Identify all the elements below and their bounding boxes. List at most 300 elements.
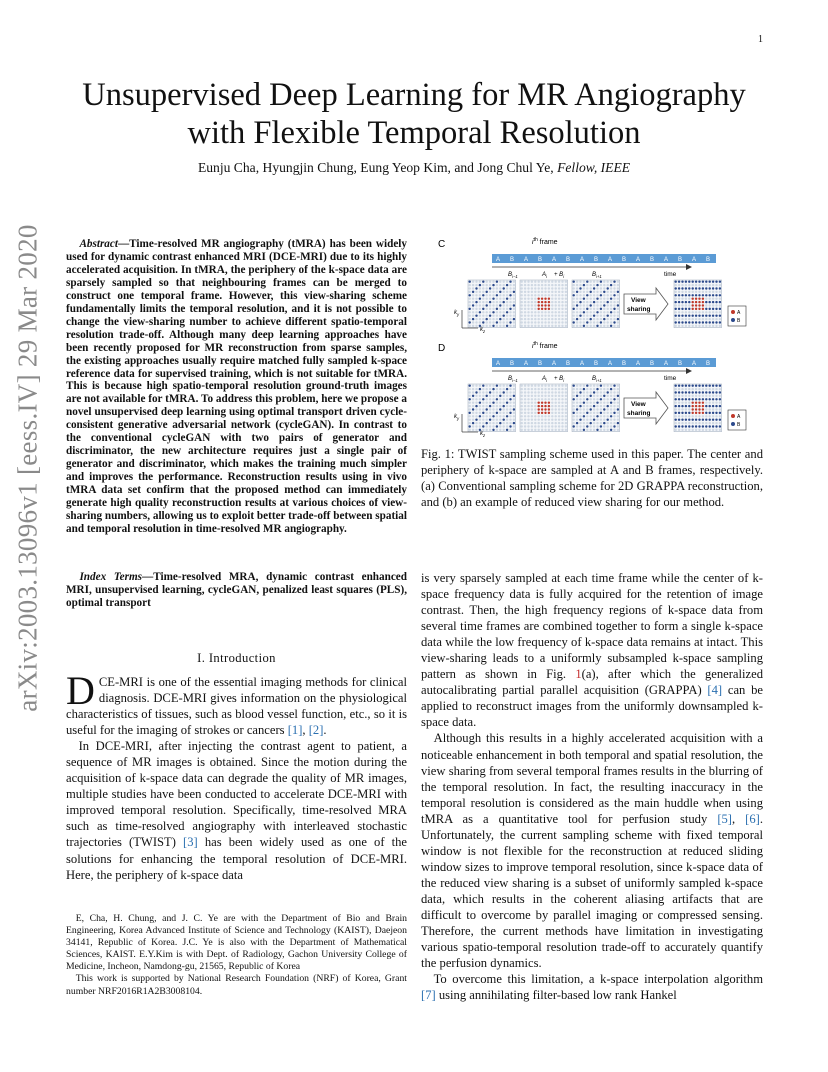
k-space-sample-dot <box>613 280 615 282</box>
figure-caption: Fig. 1: TWIST sampling scheme used in this paper. The center and periphery of k-space are sampled at A and B frames, respectively. (a) Conventional sampling scheme for 2D GRAPPA reconstruction, and (b) an example of reduced view sharing for our method. <box>421 447 763 510</box>
k-space-sample-dot <box>541 284 543 286</box>
k-space-sample-dot <box>688 422 690 424</box>
k-space-sample-dot <box>579 287 581 289</box>
k-space-sample-dot <box>712 318 714 320</box>
k-space-sample-dot <box>551 287 553 289</box>
k-space-grid-frame <box>674 280 722 328</box>
k-space-sample-dot <box>603 311 605 313</box>
k-space-sample-dot <box>596 418 598 420</box>
k-space-sample-dot <box>531 311 533 313</box>
k-space-sample-dot <box>688 284 690 286</box>
k-space-sample-dot <box>485 301 487 303</box>
k-space-sample-dot <box>541 297 543 299</box>
panel-c-label: C <box>438 239 446 250</box>
k-space-sample-dot <box>606 280 608 282</box>
k-space-sample-dot <box>691 429 693 431</box>
k-space-sample-dot <box>541 401 543 403</box>
k-space-sample-dot <box>593 418 595 420</box>
k-space-sample-dot <box>554 287 556 289</box>
k-space-sample-dot <box>603 297 605 299</box>
k-space-sample-dot <box>583 401 585 403</box>
k-space-sample-dot <box>603 391 605 393</box>
k-space-sample-dot <box>695 422 697 424</box>
k-space-sample-dot <box>688 415 690 417</box>
k-space-sample-dot <box>596 405 598 407</box>
k-space-sample-dot <box>489 408 491 410</box>
k-space-sample-dot <box>468 280 470 282</box>
k-space-sample-dot <box>472 325 474 327</box>
k-space-sample-dot <box>681 325 683 327</box>
k-space-sample-dot <box>586 318 588 320</box>
k-space-sample-dot <box>603 415 605 417</box>
k-space-sample-dot <box>695 301 697 303</box>
k-space-sample-dot <box>551 418 553 420</box>
k-space-sample-dot <box>702 294 704 296</box>
k-space-sample-dot <box>600 422 602 424</box>
k-space-sample-dot <box>576 391 578 393</box>
k-space-sample-dot <box>600 287 602 289</box>
k-space-sample-dot <box>719 415 721 417</box>
k-space-sample-dot <box>708 395 710 397</box>
k-space-sample-dot <box>551 429 553 431</box>
k-space-sample-dot <box>558 408 560 410</box>
k-space-sample-dot <box>479 391 481 393</box>
k-space-sample-dot <box>524 301 526 303</box>
k-space-sample-dot <box>688 429 690 431</box>
k-space-sample-dot <box>502 401 504 403</box>
k-space-sample-dot <box>691 395 693 397</box>
k-space-sample-dot <box>558 311 560 313</box>
k-space-sample-dot <box>479 304 481 306</box>
strip-letter: A <box>524 361 529 367</box>
k-space-sample-dot <box>548 291 550 293</box>
k-space-sample-dot <box>600 391 602 393</box>
k-space-sample-dot <box>558 321 560 323</box>
k-space-sample-dot <box>548 395 550 397</box>
k-space-sample-dot <box>719 398 721 400</box>
k-space-sample-dot <box>691 287 693 289</box>
figure-link[interactable]: 1 <box>575 667 582 682</box>
k-space-sample-dot <box>541 294 543 296</box>
k-space-sample-dot <box>674 311 676 313</box>
k-space-sample-dot <box>688 395 690 397</box>
k-space-sample-dot <box>685 301 687 303</box>
k-space-sample-dot <box>537 395 539 397</box>
k-space-sample-dot <box>561 287 563 289</box>
k-space-sample-dot <box>509 284 511 286</box>
k-space-sample-dot <box>681 287 683 289</box>
k-space-sample-dot <box>485 304 487 306</box>
k-space-sample-dot <box>468 422 470 424</box>
k-space-sample-dot <box>606 408 608 410</box>
k-space-sample-dot <box>479 412 481 414</box>
k-space-sample-dot <box>527 401 529 403</box>
k-space-sample-dot <box>674 301 676 303</box>
k-space-sample-dot <box>589 398 591 400</box>
k-space-sample-dot <box>548 408 550 410</box>
k-space-sample-dot <box>489 429 491 431</box>
k-space-sample-dot <box>502 325 504 327</box>
k-space-sample-dot <box>698 398 700 400</box>
k-space-sample-dot <box>603 425 605 427</box>
k-space-sample-dot <box>688 418 690 420</box>
k-space-sample-dot <box>606 405 608 407</box>
citation-link[interactable]: [3] <box>183 835 198 850</box>
k-space-sample-dot <box>705 318 707 320</box>
k-space-sample-dot <box>613 308 615 310</box>
k-space-sample-dot <box>551 321 553 323</box>
k-space-sample-dot <box>472 405 474 407</box>
k-space-grid-frame <box>572 384 620 432</box>
k-space-sample-dot <box>579 284 581 286</box>
k-space-sample-dot <box>586 321 588 323</box>
k-space-sample-dot <box>674 287 676 289</box>
k-space-sample-dot <box>482 297 484 299</box>
k-space-sample-dot <box>715 412 717 414</box>
k-space-sample-dot <box>579 321 581 323</box>
k-space-sample-dot <box>558 415 560 417</box>
k-space-sample-dot <box>600 304 602 306</box>
k-space-sample-dot <box>603 284 605 286</box>
k-space-grid-result <box>674 280 722 328</box>
k-space-sample-dot <box>506 412 508 414</box>
k-space-sample-dot <box>610 391 612 393</box>
k-space-sample-dot <box>610 325 612 327</box>
k-space-sample-dot <box>551 314 553 316</box>
k-space-sample-dot <box>475 422 477 424</box>
k-space-sample-dot <box>586 415 588 417</box>
k-space-sample-dot <box>719 429 721 431</box>
k-space-sample-dot <box>685 405 687 407</box>
legend-label-a: A <box>737 310 741 316</box>
k-space-sample-dot <box>610 408 612 410</box>
k-space-sample-dot <box>603 429 605 431</box>
k-space-sample-dot <box>688 308 690 310</box>
k-space-sample-dot <box>527 301 529 303</box>
k-space-sample-dot <box>558 425 560 427</box>
k-space-sample-dot <box>509 325 511 327</box>
k-space-sample-dot <box>688 391 690 393</box>
k-space-sample-dot <box>712 388 714 390</box>
k-space-sample-dot <box>565 425 567 427</box>
k-space-sample-dot <box>593 412 595 414</box>
k-space-sample-dot <box>496 321 498 323</box>
k-space-sample-dot <box>548 325 550 327</box>
k-space-sample-dot <box>572 291 574 293</box>
k-space-sample-dot <box>502 408 504 410</box>
k-space-sample-dot <box>715 291 717 293</box>
k-space-sample-dot <box>698 388 700 390</box>
k-space-sample-dot <box>513 304 515 306</box>
k-space-sample-dot <box>565 291 567 293</box>
k-space-sample-dot <box>583 291 585 293</box>
k-space-sample-dot <box>715 280 717 282</box>
k-space-sample-dot <box>509 321 511 323</box>
k-space-sample-dot <box>576 325 578 327</box>
k-space-sample-dot <box>691 284 693 286</box>
k-space-sample-dot <box>502 321 504 323</box>
k-space-sample-dot <box>600 415 602 417</box>
k-space-sample-dot <box>613 395 615 397</box>
k-space-sample-dot <box>678 398 680 400</box>
k-space-sample-dot <box>492 304 494 306</box>
k-space-sample-dot <box>603 395 605 397</box>
b-minus-label: $B_{i-1}$ <box>508 376 518 383</box>
k-space-sample-dot <box>617 425 619 427</box>
k-space-sample-dot <box>698 395 700 397</box>
k-space-sample-dot <box>681 415 683 417</box>
k-space-sample-dot <box>596 291 598 293</box>
k-space-sample-dot <box>489 291 491 293</box>
k-space-sample-dot <box>576 280 578 282</box>
k-space-sample-dot <box>674 388 676 390</box>
k-space-sample-dot <box>691 314 693 316</box>
k-space-sample-dot <box>576 418 578 420</box>
k-space-sample-dot <box>489 280 491 282</box>
k-space-sample-dot <box>509 301 511 303</box>
k-space-sample-dot <box>691 412 693 414</box>
k-space-sample-dot <box>610 415 612 417</box>
k-space-sample-dot <box>558 318 560 320</box>
strip-letter: A <box>608 361 613 367</box>
citation-link[interactable]: [4] <box>707 683 723 698</box>
k-space-sample-dot <box>712 301 714 303</box>
k-space-sample-dot <box>593 408 595 410</box>
k-space-sample-dot <box>489 287 491 289</box>
k-space-sample-dot <box>681 311 683 313</box>
k-space-sample-dot <box>708 408 710 410</box>
k-space-sample-dot <box>719 284 721 286</box>
panel-c <box>454 237 746 334</box>
k-space-sample-dot <box>681 301 683 303</box>
k-space-sample-dot <box>524 318 526 320</box>
k-space-sample-dot <box>610 418 612 420</box>
k-space-sample-dot <box>572 284 574 286</box>
k-space-sample-dot <box>541 280 543 282</box>
k-space-sample-dot <box>565 294 567 296</box>
k-space-sample-dot <box>534 294 536 296</box>
k-space-sample-dot <box>579 408 581 410</box>
k-space-sample-dot <box>586 314 588 316</box>
k-space-sample-dot <box>712 405 714 407</box>
k-space-sample-dot <box>606 425 608 427</box>
k-space-sample-dot <box>561 384 563 386</box>
k-space-sample-dot <box>509 294 511 296</box>
k-space-sample-dot <box>606 415 608 417</box>
k-space-sample-dot <box>489 395 491 397</box>
k-space-sample-dot <box>496 287 498 289</box>
k-space-sample-dot <box>554 284 556 286</box>
k-space-sample-dot <box>606 314 608 316</box>
axis-ky-label: $k_y$ <box>454 310 460 317</box>
k-space-sample-dot <box>698 321 700 323</box>
k-space-sample-dot <box>551 308 553 310</box>
k-space-sample-dot <box>583 388 585 390</box>
k-space-sample-dot <box>548 294 550 296</box>
k-space-sample-dot <box>610 398 612 400</box>
citation-link[interactable]: [1] <box>287 723 303 738</box>
k-space-sample-dot <box>719 318 721 320</box>
k-space-sample-dot <box>579 422 581 424</box>
k-space-sample-dot <box>617 304 619 306</box>
k-space-sample-dot <box>506 287 508 289</box>
k-space-sample-dot <box>579 429 581 431</box>
k-space-sample-dot <box>603 422 605 424</box>
k-space-sample-dot <box>509 308 511 310</box>
k-space-sample-dot <box>678 405 680 407</box>
k-space-sample-dot <box>715 429 717 431</box>
k-space-sample-dot <box>482 395 484 397</box>
k-space-sample-dot <box>586 418 588 420</box>
k-space-sample-dot <box>472 291 474 293</box>
view-sharing-label: sharing <box>627 306 651 313</box>
k-space-sample-dot <box>586 284 588 286</box>
k-space-sample-dot <box>685 291 687 293</box>
k-space-sample-dot <box>472 301 474 303</box>
k-space-sample-dot <box>558 301 560 303</box>
k-space-sample-dot <box>606 325 608 327</box>
k-space-sample-dot <box>527 304 529 306</box>
k-space-sample-dot <box>600 401 602 403</box>
k-space-sample-dot <box>596 284 598 286</box>
k-space-sample-dot <box>524 398 526 400</box>
k-space-sample-dot <box>561 412 563 414</box>
k-space-sample-dot <box>502 304 504 306</box>
k-space-sample-dot <box>485 429 487 431</box>
k-space-sample-dot <box>544 325 546 327</box>
k-space-sample-dot <box>681 291 683 293</box>
time-arrow-head <box>686 264 692 270</box>
strip-letter: A <box>664 257 669 263</box>
k-space-sample-dot <box>610 321 612 323</box>
k-space-sample-dot <box>506 321 508 323</box>
k-space-sample-dot <box>593 311 595 313</box>
footnote <box>66 913 407 998</box>
k-space-sample-dot <box>674 405 676 407</box>
k-space-sample-dot <box>492 308 494 310</box>
k-space-sample-dot <box>506 301 508 303</box>
k-space-sample-dot <box>531 429 533 431</box>
strip-letter: B <box>650 257 655 263</box>
k-space-sample-dot <box>499 280 501 282</box>
k-space-sample-dot <box>688 304 690 306</box>
citation-link[interactable]: [7] <box>421 988 436 1003</box>
k-space-sample-dot <box>548 301 550 303</box>
k-space-sample-dot <box>617 405 619 407</box>
k-space-sample-dot <box>681 401 683 403</box>
k-space-sample-dot <box>506 280 508 282</box>
k-space-sample-dot <box>589 415 591 417</box>
k-space-sample-dot <box>554 412 556 414</box>
k-space-sample-dot <box>702 412 704 414</box>
k-space-sample-dot <box>468 401 470 403</box>
right-p1a-text: is very sparsely sampled at each time frame while the center of k-space frequency data is fully acquired for the retention of image contrast. Then, the high frequency regions of k-space data from several time frames are combined together to form a single k-space data while the low frequency of k-space data remains at intact. This view-sharing leads to a uniformly subsampled k-space sampling pattern as shown in Fig. <box>421 571 763 682</box>
k-space-sample-dot <box>674 398 676 400</box>
k-space-sample-dot <box>513 395 515 397</box>
k-space-sample-dot <box>712 325 714 327</box>
k-space-sample-dot <box>492 314 494 316</box>
k-space-sample-dot <box>705 314 707 316</box>
k-space-sample-dot <box>554 308 556 310</box>
k-space-sample-dot <box>492 408 494 410</box>
k-space-sample-dot <box>589 384 591 386</box>
k-space-sample-dot <box>531 297 533 299</box>
k-space-sample-dot <box>691 401 693 403</box>
k-space-sample-dot <box>485 287 487 289</box>
k-space-sample-dot <box>502 311 504 313</box>
k-space-sample-dot <box>506 398 508 400</box>
k-space-sample-dot <box>596 415 598 417</box>
citation-link[interactable]: [6] <box>745 811 760 826</box>
k-space-sample-dot <box>537 429 539 431</box>
citation-link[interactable]: [5] <box>717 811 732 826</box>
k-space-sample-dot <box>579 311 581 313</box>
k-space-sample-dot <box>565 297 567 299</box>
k-space-sample-dot <box>586 294 588 296</box>
k-space-sample-dot <box>534 418 536 420</box>
k-space-sample-dot <box>702 384 704 386</box>
k-space-sample-dot <box>613 304 615 306</box>
k-space-sample-dot <box>674 412 676 414</box>
k-space-sample-dot <box>698 401 700 403</box>
k-space-sample-dot <box>681 388 683 390</box>
k-space-sample-dot <box>583 297 585 299</box>
k-space-sample-dot <box>596 321 598 323</box>
k-space-sample-dot <box>688 287 690 289</box>
k-space-sample-dot <box>558 304 560 306</box>
k-space-sample-dot <box>468 321 470 323</box>
k-space-sample-dot <box>561 308 563 310</box>
k-space-sample-dot <box>603 405 605 407</box>
k-space-sample-dot <box>502 422 504 424</box>
k-space-sample-dot <box>688 280 690 282</box>
k-space-sample-dot <box>541 287 543 289</box>
k-space-grid-current <box>520 280 568 328</box>
k-space-sample-dot <box>541 398 543 400</box>
k-space-sample-dot <box>579 304 581 306</box>
k-space-sample-dot <box>596 301 598 303</box>
k-space-sample-dot <box>502 391 504 393</box>
k-space-sample-dot <box>513 401 515 403</box>
k-space-sample-dot <box>715 422 717 424</box>
k-space-sample-dot <box>534 314 536 316</box>
k-space-sample-dot <box>719 405 721 407</box>
k-space-sample-dot <box>715 297 717 299</box>
k-space-sample-dot <box>492 415 494 417</box>
k-space-sample-dot <box>678 325 680 327</box>
k-space-sample-dot <box>489 311 491 313</box>
k-space-sample-dot <box>468 294 470 296</box>
k-space-sample-dot <box>509 422 511 424</box>
k-space-sample-dot <box>674 294 676 296</box>
abstract <box>66 238 407 536</box>
k-space-sample-dot <box>524 314 526 316</box>
k-space-sample-dot <box>708 321 710 323</box>
k-space-sample-dot <box>705 297 707 299</box>
k-space-sample-dot <box>712 384 714 386</box>
k-space-sample-dot <box>674 408 676 410</box>
k-space-sample-dot <box>506 408 508 410</box>
k-space-sample-dot <box>558 405 560 407</box>
k-space-sample-dot <box>698 304 700 306</box>
k-space-sample-dot <box>496 405 498 407</box>
k-space-sample-dot <box>572 321 574 323</box>
k-space-sample-dot <box>593 287 595 289</box>
k-space-sample-dot <box>489 321 491 323</box>
k-space-sample-dot <box>541 311 543 313</box>
k-space-sample-dot <box>475 311 477 313</box>
citation-link[interactable]: [2] <box>308 723 324 738</box>
